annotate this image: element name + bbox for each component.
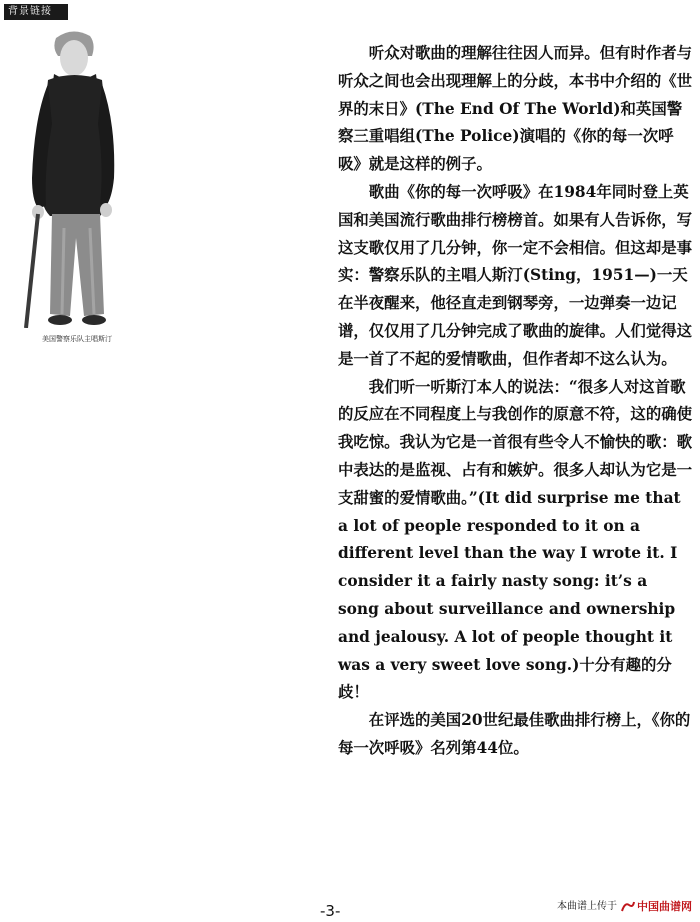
photo-walking-stick xyxy=(26,214,38,328)
paragraph-4: 在评选的美国20世纪最佳歌曲排行榜上，《你的每一次呼吸》名列第44位。 xyxy=(338,711,691,757)
site-logo-icon xyxy=(621,901,635,913)
footer-watermark xyxy=(557,900,692,914)
site-name: 中国曲谱网 xyxy=(637,900,692,913)
photo-caption: 美国警察乐队主唱斯汀 xyxy=(42,335,112,343)
page-number: -3- xyxy=(320,902,341,920)
photo-face xyxy=(60,40,88,76)
photo-jeans xyxy=(50,214,104,316)
photo-right-shoe xyxy=(82,315,106,325)
paragraph-2: 歌曲《你的每一次呼吸》在1984年同时登上英国和美国流行歌曲排行榜榜首。如果有人告诉你，写这支歌仅用了几分钟，你一定不会相信。但这却是事实：警察乐队的主唱人斯汀(Sting，1951—)一天在半夜醒来，他径直走到钢琴旁，一边弹奏一边记谱，仅仅用了几分钟完成了歌曲的旋律。人们觉得这是一首了不起的爱情歌曲，但作者却不这么认为。 xyxy=(338,182,692,368)
site-logo xyxy=(621,900,692,914)
paragraph-1: 听众对歌曲的理解往往因人而异。但有时作者与听众之间也会出现理解上的分歧，本书中介绍的《世界的末日》(The End Of The World)和英国警察三重唱组(The Police)演唱的《你的每一次呼吸》就是这样的例子。 xyxy=(338,44,693,174)
paragraph-3: 我们听一听斯汀本人的说法：“很多人对这首歌的反应在不同程度上与我创作的原意不符，这的确使我吃惊。我认为它是一首很有些令人不愉快的歌：歌中表达的是监视、占有和嫉妒。很多人却认为它是一支甜蜜的爱情歌曲。”(It did surprise me that a lot of people responded to it on a different level than the way I wrote it. I consider it a fairly nasty song: it’s a song about surveillance and ownership and jealousy. A lot of people thought it was a very sweet love song.)十分有趣的分歧！ xyxy=(338,377,692,702)
singer-photo xyxy=(20,28,130,328)
upload-note: 本曲谱上传于 xyxy=(557,901,617,912)
section-tag: 背景链接 xyxy=(4,4,68,20)
photo-left-shoe xyxy=(48,315,72,325)
photo-right-hand xyxy=(100,203,112,217)
article-body xyxy=(338,40,692,763)
